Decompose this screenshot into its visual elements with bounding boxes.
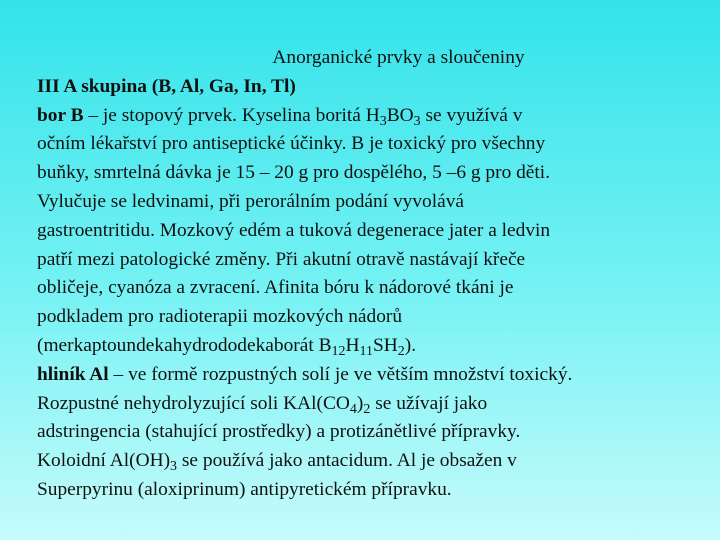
text-span: – je stopový prvek. Kyselina boritá H: [83, 104, 380, 126]
group-heading-text: III A skupina (B, Al, Ga, In, Tl): [37, 75, 296, 97]
subscript: 4: [349, 401, 357, 417]
aluminium-term: hliník Al: [37, 363, 109, 385]
aluminium-line-2: [37, 390, 713, 419]
aluminium-line-4: [37, 447, 713, 476]
text-span: se používá jako antacidum. Al je obsažen v: [177, 450, 517, 472]
subscript: 3: [379, 113, 387, 129]
group-heading: [37, 73, 713, 102]
slide-content: [37, 44, 713, 505]
text-span: – ve formě rozpustných solí je ve větším množství toxický.: [108, 363, 573, 385]
boron-line-6: patří mezi patologické změny. Při akutní otravě nastávají křeče: [37, 248, 526, 270]
text-span: se využívá v: [420, 104, 523, 126]
boron-paragraph: [37, 102, 713, 361]
boron-term: bor B: [37, 104, 84, 126]
text-span: ): [356, 392, 364, 414]
boron-line-2: očním lékařství pro antiseptické účinky. B je toxický pro všechny: [37, 133, 546, 155]
text-span: SH: [372, 334, 398, 356]
subscript: 2: [363, 401, 371, 417]
text-span: Koloidní Al(OH): [37, 450, 171, 472]
subscript: 12: [331, 343, 346, 359]
text-span: H: [345, 334, 360, 356]
boron-line-8: podkladem pro radioterapii mozkových nádorů: [37, 306, 403, 328]
aluminium-line-3: adstringencia (stahující prostředky) a protizánětlivé přípravky.: [37, 421, 521, 443]
boron-line-4: Vylučuje se ledvinami, při perorálním podání vyvolává: [37, 190, 465, 212]
text-span: ).: [404, 334, 417, 356]
text-span: Rozpustné nehydrolyzující soli KAl(CO: [37, 392, 350, 414]
slide-title: Anorganické prvky a sloučeniny: [272, 47, 525, 68]
text-span: se užívají jako: [370, 392, 488, 414]
boron-line-9: [37, 332, 713, 361]
aluminium-paragraph: [37, 361, 713, 505]
subscript: 3: [413, 113, 421, 129]
boron-line-5: gastroentritidu. Mozkový edém a tuková degenerace jater a ledvin: [37, 219, 551, 241]
aluminium-line-5: Superpyrinu (aloxiprinum) antipyretickém přípravku.: [37, 478, 452, 500]
subscript: 11: [359, 343, 373, 359]
boron-line-7: obličeje, cyanóza a zvracení. Afinita bóru k nádorové tkáni je: [37, 277, 514, 299]
text-span: BO: [386, 104, 414, 126]
aluminium-line-1: [37, 361, 713, 390]
boron-line-1: [37, 102, 713, 131]
text-span: (merkaptoundekahydrododekaborát B: [37, 334, 332, 356]
boron-line-3: buňky, smrtelná dávka je 15 – 20 g pro dospělého, 5 –6 g pro děti.: [37, 162, 551, 184]
subscript: 3: [170, 459, 178, 475]
subscript: 2: [397, 343, 405, 359]
